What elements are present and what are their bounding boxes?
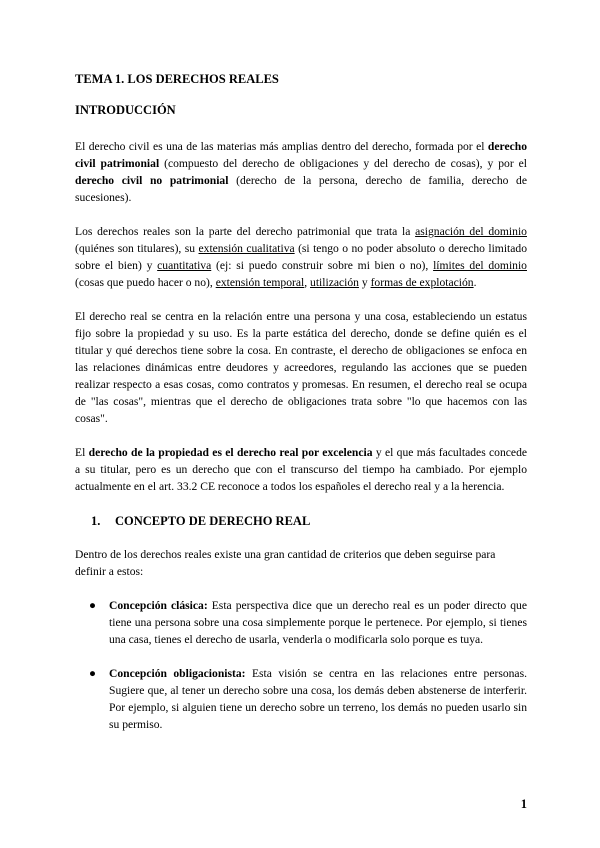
document-page <box>75 66 527 750</box>
underlined-term: extensión temporal <box>215 276 305 289</box>
item-label: Concepción obligacionista: <box>109 667 246 680</box>
item-text: Esta perspectiva dice que un derecho real es un poder directo que tiene una persona sobre una cosa simplemente porque le pertenece. Por ejemplo, si tienes una casa, tienes el derecho de usarla, venderla o modificarla solo porque es tuya. <box>109 599 527 646</box>
text-run: Los derechos reales son la parte del derecho patrimonial que trata la <box>75 225 416 238</box>
text-run: , <box>304 276 311 289</box>
item-text: Esta visión se centra en las relaciones entre personas. Sugiere que, al tener un derecho sobre una cosa, los demás deben abstenerse de interferir. Por ejemplo, si alguien tiene un derecho sobre un terreno, los demás no pueden usarlo sin su permiso. <box>109 667 527 731</box>
text-run: (ej: si puedo construir sobre mi bien o no), <box>211 259 434 272</box>
intro-heading: INTRODUCCIÓN <box>75 103 176 117</box>
underlined-term: asignación del dominio <box>415 225 527 238</box>
text-run: (derecho de la persona, derecho de familia, derecho de sucesiones). <box>75 174 527 204</box>
bullet-icon: ● <box>89 667 97 680</box>
paragraph-static-vs-dynamic: El derecho real se centra en la relación entre una persona y una cosa, estableciendo un estatus fijo sobre la propiedad y su uso. Es la parte estática del derecho, donde se define quién es el titular y qué derechos tiene sobre la cosa. En contraste, el derecho de obligaciones se enfoca en las relaciones dinámicas entre deudores y acreedores, regulando las acciones que se pueden realizar respecto a esas cosas, como contratos y promesas. En resumen, el derecho real se ocupa de "las cosas", mientras que el derecho de obligaciones trata sobre "lo que hacemos con las cosas". <box>75 310 527 425</box>
paragraph-property-right <box>75 444 527 495</box>
text-run: (si tengo o no poder absoluto o derecho limitado sobre el bien) y <box>75 242 528 272</box>
underlined-term: utilización <box>310 276 359 289</box>
conception-list <box>75 597 527 733</box>
section-heading <box>75 514 527 529</box>
underlined-term: cuantitativa <box>157 259 212 272</box>
text-run: El <box>75 446 89 459</box>
bold-term: derecho civil patrimonial <box>75 140 527 170</box>
page-number: 1 <box>520 797 527 811</box>
list-item <box>75 597 527 648</box>
bold-term: derecho de la propiedad es el derecho real por excelencia <box>88 446 373 459</box>
section-title: CONCEPTO DE DERECHO REAL <box>115 514 311 528</box>
section-number: 1. <box>91 514 101 528</box>
paragraph-criteria: Dentro de los derechos reales existe una gran cantidad de criterios que deben seguirse para definir a estos: <box>75 548 496 578</box>
list-item <box>75 665 527 733</box>
underlined-term: extensión cualitativa <box>198 242 295 255</box>
paragraph-real-rights <box>75 223 527 291</box>
text-run: El derecho civil es una de las materias más amplias dentro del derecho, formada por el <box>75 140 488 153</box>
page-title: TEMA 1. LOS DERECHOS REALES <box>75 72 279 86</box>
underlined-term: límites del dominio <box>433 259 527 272</box>
bullet-icon: ● <box>89 599 97 612</box>
text-run: y el que más facultades concede a su titular, pero es un derecho que con el transcurso del tiempo ha cambiado. Por ejemplo actualmente en el art. 33.2 CE reconoce a todos los españoles el derecho real y a la herencia. <box>75 446 528 493</box>
text-run: y <box>358 276 371 289</box>
underlined-term: formas de explotación <box>370 276 474 289</box>
paragraph-civil-law <box>75 138 527 206</box>
item-label: Concepción clásica: <box>109 599 208 612</box>
text-run: (compuesto del derecho de obligaciones y del derecho de cosas), y por el <box>159 157 527 170</box>
text-run: (quiénes son titulares), su <box>75 242 199 255</box>
text-run: . <box>473 276 477 289</box>
bold-term: derecho civil no patrimonial <box>75 174 229 187</box>
text-run: (cosas que puedo hacer o no), <box>75 276 216 289</box>
